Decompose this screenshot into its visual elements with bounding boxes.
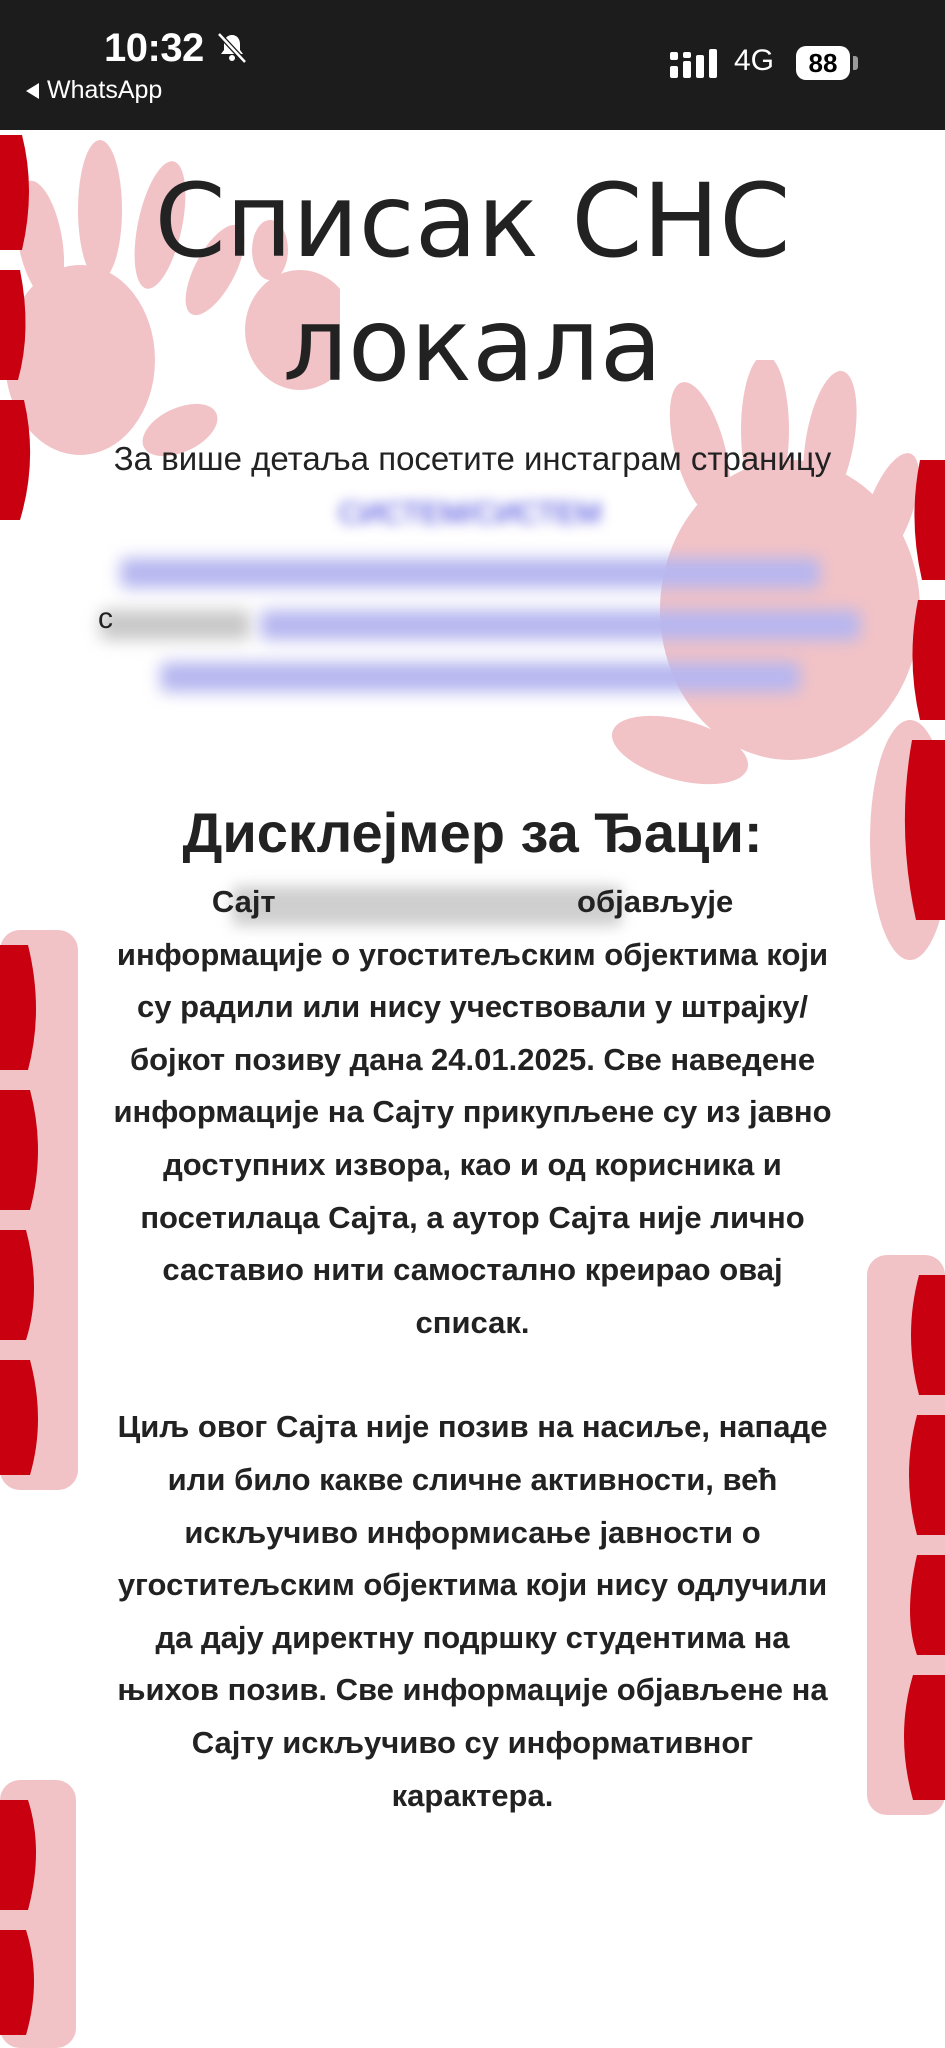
disclaimer-heading: Дисклејмер за Ђаци: [182,801,763,864]
back-to-app-button[interactable] [26,76,162,105]
network-type: 4G [734,44,775,77]
page-title: Списак СНС локала [154,162,791,405]
web-page[interactable] [0,130,945,2048]
disclaimer-text [110,876,841,1822]
battery-icon: 88 [796,46,850,80]
back-arrow-icon [26,83,39,99]
blurred-redacted-text [100,548,860,838]
disclaimer-paragraph-2: Циљ овог Сајта није позив на насиље, нападе или било какве сличне активности, већ искључиво информисање јавности о угоститељским објектима који нису одлучили да дају директну подршку студентима на њихов позив. Све информације објављене на Сајту искључиво су информативног карактера. [117,1409,828,1813]
handprint-decoration-bottom-left [0,1780,80,2048]
bell-muted-icon [214,30,250,66]
battery-cap [853,56,858,70]
partial-text: с [98,602,113,635]
status-bar [0,0,945,130]
back-app-label: WhatsApp [47,76,163,104]
handprint-decoration-mid-left [0,930,80,1490]
page-subtitle: За више детаља посетите инстаграм страницу [113,440,832,477]
signal-icon [670,48,720,80]
disclaimer-paragraph-1: Сајт објављује информације о угоститељским објектима који су радили или нису учествовали у штрајку/бојкот позиву дана 24.01.2025. Све наведене информације на Сајту прикупљене су из јавно доступних извора, као и од корисника и посетилаца Сајта, а аутор Сајта није лично саставио нити самостално креирао овај списак. [113,884,841,1340]
handprint-decoration-mid-right [865,1255,945,1815]
instagram-link[interactable]: СИСТЕМ/СИСТЕМ [338,497,602,530]
status-time: 10:32 [104,26,204,70]
